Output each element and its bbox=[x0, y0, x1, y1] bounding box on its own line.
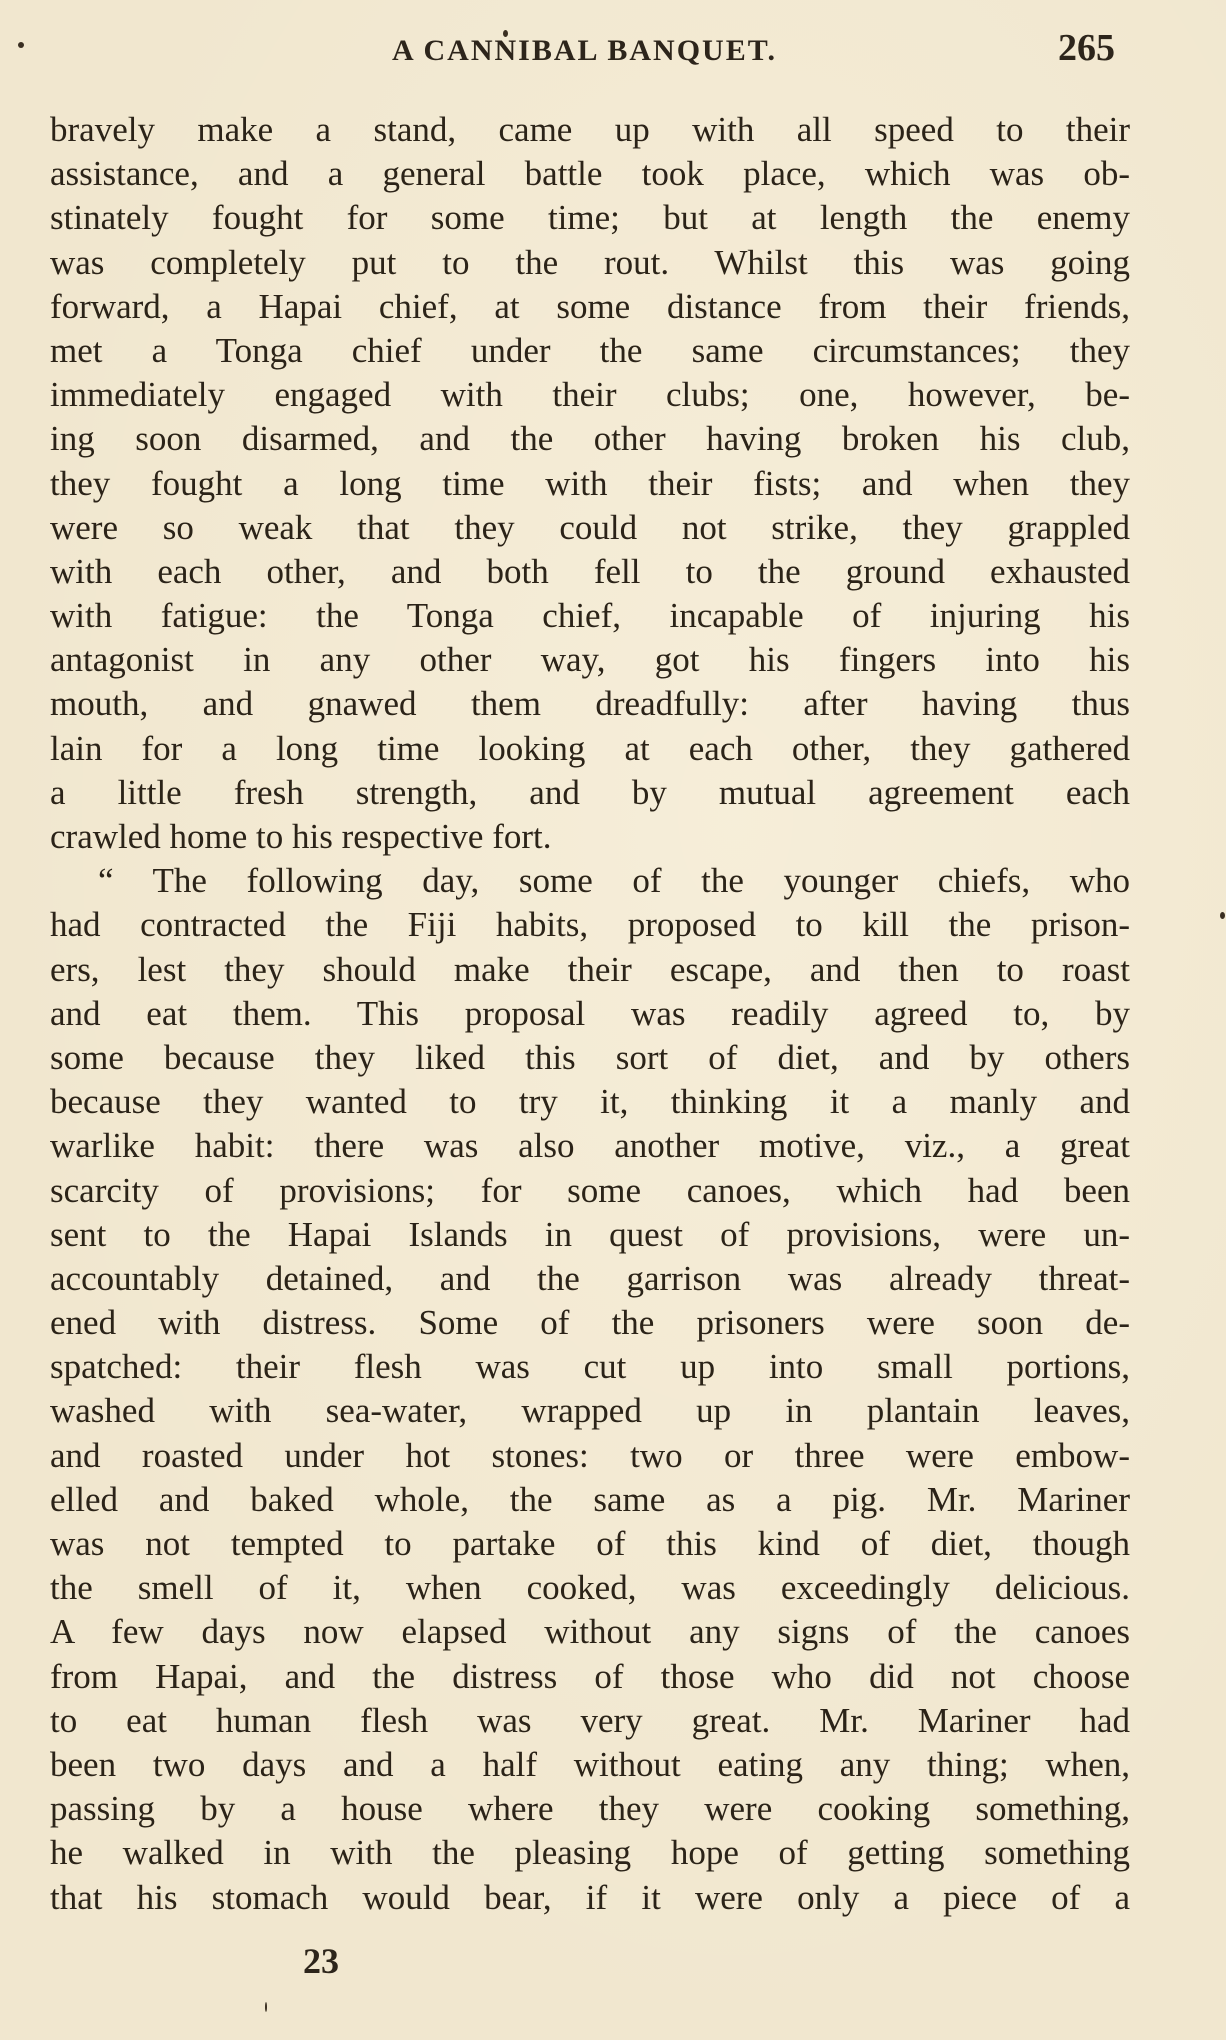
text-line: passing by a house where they were cooking something, bbox=[50, 1789, 1130, 1829]
text-line: with each other, and both fell to the ground exhausted bbox=[50, 551, 1130, 591]
text-line: a little fresh strength, and by mutual agreement each bbox=[50, 772, 1130, 812]
ink-speck bbox=[265, 2002, 267, 2012]
text-line: and eat them. This proposal was readily agreed to, by bbox=[50, 993, 1130, 1033]
running-head bbox=[0, 26, 1226, 76]
text-line: was completely put to the rout. Whilst this was going bbox=[50, 242, 1130, 282]
text-line: been two days and a half without eating any thing; when, bbox=[50, 1744, 1130, 1784]
text-line: met a Tonga chief under the same circumstances; they bbox=[50, 330, 1130, 370]
text-line: scarcity of provisions; for some canoes, which had been bbox=[50, 1170, 1130, 1210]
text-line: crawled home to his respective fort. bbox=[50, 817, 552, 856]
text-line: sent to the Hapai Islands in quest of provisions, were un- bbox=[50, 1214, 1130, 1254]
text-line: had contracted the Fiji habits, proposed to kill the prison- bbox=[50, 905, 1130, 945]
text-line: ened with distress. Some of the prisoners were soon de- bbox=[50, 1303, 1130, 1343]
text-line: antagonist in any other way, got his fingers into his bbox=[50, 640, 1130, 680]
text-line: elled and baked whole, the same as a pig. Mr. Mariner bbox=[50, 1479, 1130, 1519]
text-line: assistance, and a general battle took place, which was ob- bbox=[50, 154, 1130, 194]
text-line: A few days now elapsed without any signs of the canoes bbox=[50, 1612, 1130, 1652]
body-text bbox=[50, 108, 1130, 1920]
text-line: accountably detained, and the garrison was already threat- bbox=[50, 1258, 1130, 1298]
text-line: forward, a Hapai chief, at some distance from their friends, bbox=[50, 286, 1130, 326]
text-line: spatched: their flesh was cut up into small portions, bbox=[50, 1347, 1130, 1387]
text-line: to eat human flesh was very great. Mr. Mariner had bbox=[50, 1700, 1130, 1740]
text-line: was not tempted to partake of this kind of diet, though bbox=[50, 1524, 1130, 1563]
text-line: lain for a long time looking at each other, they gathered bbox=[50, 728, 1130, 768]
ink-speck bbox=[1220, 912, 1225, 919]
text-line: ers, lest they should make their escape, and then to roast bbox=[50, 949, 1130, 989]
signature-mark: 23 bbox=[303, 1941, 339, 1981]
text-line: with fatigue: the Tonga chief, incapable of injuring his bbox=[50, 596, 1130, 636]
page-number: 265 bbox=[1058, 27, 1115, 69]
text-line: ing soon disarmed, and the other having broken his club, bbox=[50, 419, 1130, 459]
text-line: that his stomach would bear, if it were only a piece of a bbox=[50, 1877, 1130, 1917]
text-line: the smell of it, when cooked, was exceedingly delicious. bbox=[50, 1568, 1130, 1608]
text-line: some because they liked this sort of diet, and by others bbox=[50, 1037, 1130, 1077]
text-line: he walked in with the pleasing hope of getting something bbox=[50, 1833, 1130, 1873]
text-line: were so weak that they could not strike, they grappled bbox=[50, 507, 1130, 547]
text-line: washed with sea-water, wrapped up in plantain leaves, bbox=[50, 1391, 1130, 1431]
text-line: “ The following day, some of the younger chiefs, who bbox=[98, 861, 1130, 901]
text-line: bravely make a stand, came up with all speed to their bbox=[50, 110, 1130, 149]
text-line: they fought a long time with their fists; and when they bbox=[50, 463, 1130, 503]
text-line: immediately engaged with their clubs; one, however, be- bbox=[50, 375, 1130, 415]
paragraph bbox=[50, 859, 1130, 1920]
text-line: from Hapai, and the distress of those who did not choose bbox=[50, 1656, 1130, 1696]
paragraph bbox=[50, 108, 1130, 859]
text-line: and roasted under hot stones: two or three were embow- bbox=[50, 1435, 1130, 1475]
running-title: A CANNIBAL BANQUET. bbox=[392, 34, 778, 67]
text-line: mouth, and gnawed them dreadfully: after having thus bbox=[50, 684, 1130, 724]
text-line: stinately fought for some time; but at length the enemy bbox=[50, 198, 1130, 238]
text-line: because they wanted to try it, thinking it a manly and bbox=[50, 1082, 1130, 1122]
text-line: warlike habit: there was also another motive, viz., a great bbox=[50, 1126, 1130, 1166]
